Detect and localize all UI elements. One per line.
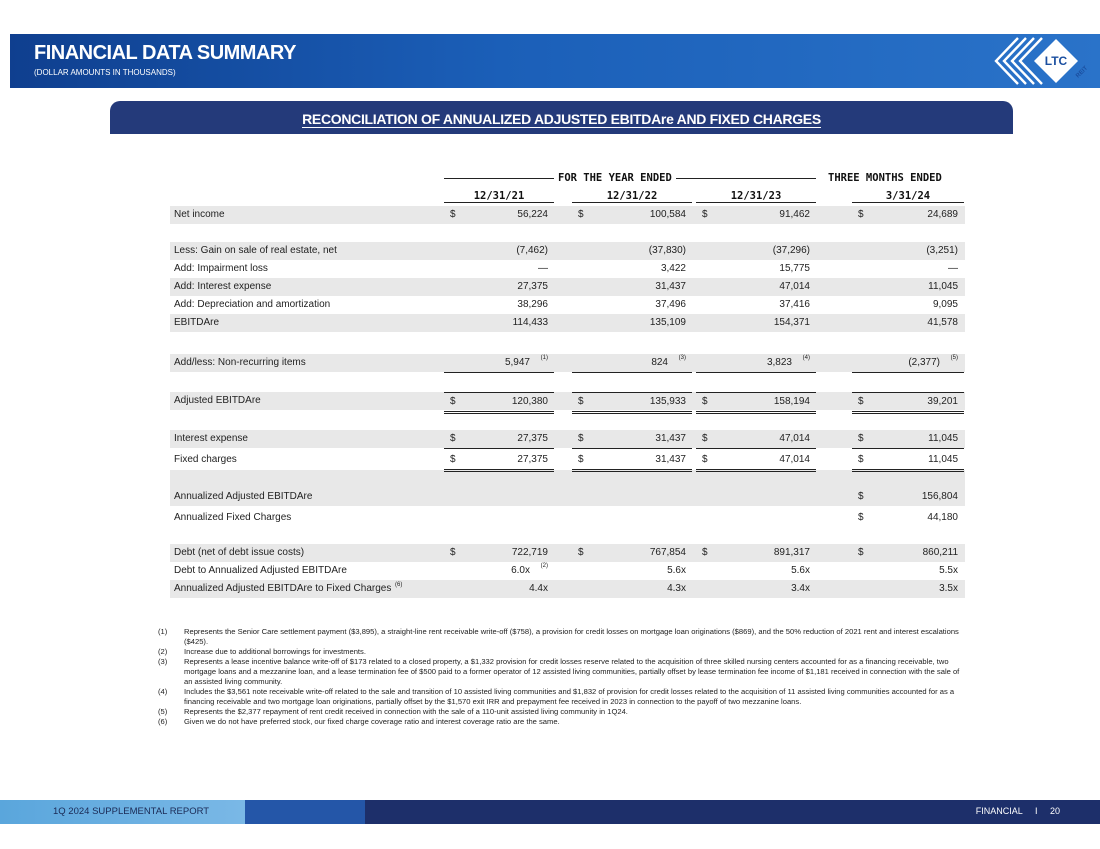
table-cell [852, 562, 964, 580]
column-header: 3/31/24 [852, 190, 964, 203]
cell-value: 135,109 [649, 317, 686, 328]
table-cell [444, 509, 554, 527]
cell-value: 3,422 [660, 263, 686, 274]
cell-value: 4.4x [529, 583, 548, 594]
table-cell [852, 544, 964, 562]
currency-symbol: $ [858, 396, 864, 407]
cell-value: 6.0x [511, 565, 530, 576]
table-cell [572, 278, 692, 296]
table-cell [444, 562, 554, 580]
page-number: 20 [1049, 806, 1060, 816]
cell-value: 41,578 [927, 317, 958, 328]
table-cell [696, 392, 816, 414]
cell-value: 5.5x [939, 565, 958, 576]
table-cell [852, 206, 964, 224]
cell-value: 11,045 [928, 454, 958, 465]
cell-value: 158,194 [773, 396, 810, 407]
table-row [170, 354, 965, 372]
currency-symbol: $ [702, 209, 708, 220]
separator: I [1034, 806, 1038, 816]
table-cell [852, 354, 964, 373]
cell-value: 3,823 [766, 357, 792, 368]
table-cell [696, 314, 816, 332]
header-banner [10, 34, 1100, 88]
cell-value: 11,045 [928, 433, 958, 444]
cell-value: 31,437 [655, 281, 686, 292]
currency-symbol: $ [450, 209, 456, 220]
currency-symbol: $ [578, 396, 584, 407]
currency-symbol: $ [858, 454, 864, 465]
table-row [170, 544, 965, 562]
table-cell [852, 580, 964, 598]
cell-value: 27,375 [517, 454, 548, 465]
group-rule-right [676, 178, 816, 179]
ltc-reit-logo [990, 34, 1100, 88]
cell-value: (7,462) [516, 245, 548, 256]
cell-value: 154,371 [773, 317, 810, 328]
currency-symbol: $ [450, 454, 456, 465]
cell-value: (37,296) [772, 245, 810, 256]
footnote: (5) Represents the $2,377 repayment of rent credit received in connection with the sale of a 110-unit assisted living community in 1Q24. [158, 707, 628, 716]
cell-value: 5.6x [791, 565, 810, 576]
table-cell [572, 296, 692, 315]
section-title: RECONCILIATION OF ANNUALIZED ADJUSTED EBITDAre AND FIXED CHARGES [302, 111, 821, 127]
row-label: Debt to Annualized Adjusted EBITDAre [174, 565, 347, 576]
cell-value: 135,933 [649, 396, 686, 407]
table-cell [572, 392, 692, 414]
table-row [170, 260, 965, 278]
table-cell [852, 509, 964, 527]
cell-value: 3.5x [939, 583, 958, 594]
cell-value: 4.3x [667, 583, 686, 594]
cell-value: (2,377) [908, 357, 940, 368]
cell-value: 31,437 [655, 433, 686, 444]
cell-value: (37,830) [648, 245, 686, 256]
cell-value: 27,375 [517, 281, 548, 292]
cell-value: 56,224 [517, 209, 548, 220]
table-cell [572, 509, 692, 527]
column-header: 12/31/23 [696, 190, 816, 203]
spacer-band [170, 410, 965, 428]
cell-value: 3.4x [791, 583, 810, 594]
section-title-bar [110, 101, 1013, 134]
table-cell [572, 206, 692, 224]
table-cell [572, 430, 692, 449]
cell-value: 11,045 [928, 281, 958, 292]
table-cell [696, 278, 816, 296]
table-cell [444, 392, 554, 414]
table-cell [444, 544, 554, 562]
currency-symbol: $ [578, 433, 584, 444]
footer-bar [0, 800, 1100, 824]
cell-value: 31,437 [655, 454, 686, 465]
currency-symbol: $ [858, 512, 864, 523]
footnote-marker: (5) [950, 355, 958, 361]
row-label: EBITDAre [174, 317, 220, 328]
table-row [170, 314, 965, 332]
cell-value: 156,804 [921, 491, 958, 502]
row-label: Annualized Fixed Charges [174, 512, 292, 523]
table-cell [572, 544, 692, 562]
cell-value: 891,317 [773, 547, 810, 558]
group-header-quarter: THREE MONTHS ENDED [828, 172, 942, 184]
table-cell [696, 430, 816, 449]
table-row [170, 206, 965, 224]
table-row [170, 509, 965, 527]
page-subtitle: (DOLLAR AMOUNTS IN THOUSANDS) [34, 68, 176, 77]
table-row [170, 278, 965, 296]
cell-value: — [948, 263, 958, 274]
footnote-marker: (3) [678, 355, 686, 361]
row-label: Fixed charges [174, 454, 237, 465]
cell-value: 767,854 [649, 547, 686, 558]
table-cell [444, 206, 554, 224]
cell-value: 824 [651, 357, 668, 368]
footnote-marker: (1) [540, 355, 548, 361]
cell-value: 5.6x [667, 565, 686, 576]
currency-symbol: $ [702, 396, 708, 407]
table-cell [444, 296, 554, 315]
table-cell [696, 260, 816, 278]
table-cell [696, 580, 816, 598]
column-header: 12/31/21 [444, 190, 554, 203]
cell-value: — [538, 263, 548, 274]
table-cell [852, 242, 964, 260]
table-cell [696, 509, 816, 527]
table-cell [444, 242, 554, 260]
footnote: (4) Includes the $3,561 note receivable write-off related to the sale and transition of 10 assisted living communities and $1,832 of provision for credit losses related to the acquisition of 11 assisted living communities accounted for as a financing receivable and two mortgage loan originations, partially offset by the $1,570 exit IRR and prepayment fee received in 2023 in connection to the payoff of two mezzanine loans. [158, 687, 955, 706]
table-cell [696, 562, 816, 580]
row-label: Add: Depreciation and amortization [174, 299, 331, 310]
row-label: Adjusted EBITDAre [174, 395, 261, 406]
table-cell [852, 488, 964, 506]
table-cell [852, 278, 964, 296]
table-cell [572, 488, 692, 506]
cell-value: 38,296 [517, 299, 548, 310]
table-row [170, 296, 965, 314]
currency-symbol: $ [858, 547, 864, 558]
currency-symbol: $ [702, 547, 708, 558]
table-cell [852, 451, 964, 472]
footnote: (6) Given we do not have preferred stock, our fixed charge coverage ratio and interest coverage ratio are the same. [158, 717, 560, 726]
currency-symbol: $ [858, 209, 864, 220]
table-cell [444, 260, 554, 278]
table-cell [444, 580, 554, 598]
footnote: (3) Represents a lease incentive balance write-off of $173 related to a closed property, a $1,332 provision for credit losses reserve related to the acquisition of three skilled nursing centers accounted for as a financing receivable, two mortgage loans and a mezzanine loan, and a lease termination fee of $500 paid to a former operator of 12 assisted living communities, partially offset by lease termination fee income of $1,181 received in connection with the sale of an assisted living community. [158, 657, 960, 686]
cell-value: 91,462 [779, 209, 810, 220]
cell-value: (3,251) [926, 245, 958, 256]
table-cell [444, 430, 554, 449]
currency-symbol: $ [450, 433, 456, 444]
cell-value: 9,095 [932, 299, 958, 310]
cell-value: 100,584 [649, 209, 686, 220]
group-rule-left [444, 178, 554, 179]
footnotes [158, 627, 966, 727]
cell-value: 44,180 [927, 512, 958, 523]
table-cell [444, 278, 554, 296]
footnote-marker: (4) [802, 355, 810, 361]
row-label-footnote: (6) [395, 582, 403, 588]
table-cell [852, 260, 964, 278]
row-label: Less: Gain on sale of real estate, net [174, 245, 337, 256]
table-cell [572, 451, 692, 472]
table-row [170, 488, 965, 506]
row-label: Add: Interest expense [174, 281, 272, 292]
currency-symbol: $ [578, 547, 584, 558]
cell-value: 722,719 [511, 547, 548, 558]
currency-symbol: $ [450, 547, 456, 558]
cell-value: 15,775 [779, 263, 810, 274]
row-label: Net income [174, 209, 225, 220]
cell-value: 47,014 [779, 454, 810, 465]
table-row [170, 392, 965, 410]
row-label: Interest expense [174, 433, 248, 444]
cell-value: 120,380 [511, 396, 548, 407]
cell-value: 37,496 [655, 299, 686, 310]
row-label: Annualized Adjusted EBITDAre to Fixed Charges [174, 583, 392, 594]
page-title: FINANCIAL DATA SUMMARY [34, 42, 296, 64]
table-row [170, 580, 965, 598]
table-row [170, 430, 965, 448]
footer-accent-mid [245, 800, 365, 824]
table-cell [444, 488, 554, 506]
page-info [976, 806, 1060, 816]
table-cell [852, 392, 964, 414]
report-name: 1Q 2024 SUPPLEMENTAL REPORT [53, 806, 210, 817]
column-header: 12/31/22 [572, 190, 692, 203]
footnote: (1) Represents the Senior Care settlement payment ($3,895), a straight-line rent receivable write-off ($758), a provision for credit losses on mortgage loan originations ($869), and the 50% reduction of 2021 rent and interest escalations ($425). [158, 627, 959, 646]
logo-text: LTC [1044, 54, 1068, 68]
logo-subtext: REIT [1075, 65, 1090, 80]
table-cell [852, 296, 964, 315]
table-cell [852, 314, 964, 332]
spacer-band [170, 470, 965, 488]
table-row [170, 451, 965, 469]
footnote: (2) Increase due to additional borrowings for investments. [158, 647, 366, 656]
table-cell [696, 296, 816, 315]
cell-value: 114,433 [512, 317, 548, 328]
spacer-band [170, 224, 965, 242]
currency-symbol: $ [702, 433, 708, 444]
cell-value: 39,201 [927, 396, 958, 407]
table-cell [572, 580, 692, 598]
currency-symbol: $ [578, 209, 584, 220]
table-cell [696, 206, 816, 224]
table-cell [696, 354, 816, 373]
row-label: Add: Impairment loss [174, 263, 268, 274]
table-cell [572, 354, 692, 373]
table-cell [444, 354, 554, 373]
table-cell [696, 544, 816, 562]
table-cell [852, 430, 964, 449]
table-row [170, 562, 965, 580]
table-cell [572, 260, 692, 278]
cell-value: 24,689 [927, 209, 958, 220]
currency-symbol: $ [450, 396, 456, 407]
table-row [170, 242, 965, 260]
footnote-marker: (2) [540, 563, 548, 569]
spacer-band [170, 526, 965, 544]
currency-symbol: $ [858, 433, 864, 444]
table-cell [444, 451, 554, 472]
cell-value: 37,416 [779, 299, 810, 310]
currency-symbol: $ [858, 491, 864, 502]
currency-symbol: $ [702, 454, 708, 465]
table-cell [696, 451, 816, 472]
table-cell [572, 242, 692, 260]
cell-value: 47,014 [779, 281, 810, 292]
cell-value: 27,375 [517, 433, 548, 444]
table-cell [444, 314, 554, 332]
table-cell [696, 242, 816, 260]
table-cell [572, 562, 692, 580]
cell-value: 5,947 [504, 357, 530, 368]
spacer-band [170, 372, 965, 390]
currency-symbol: $ [578, 454, 584, 465]
group-header-year: FOR THE YEAR ENDED [558, 172, 672, 184]
cell-value: 47,014 [779, 433, 810, 444]
cell-value: 860,211 [922, 547, 958, 558]
table-cell [572, 314, 692, 332]
spacer-band [170, 332, 965, 350]
section-name: FINANCIAL [975, 806, 1023, 816]
row-label: Add/less: Non-recurring items [174, 357, 306, 368]
row-label: Annualized Adjusted EBITDAre [174, 491, 313, 502]
table-cell [696, 488, 816, 506]
row-label: Debt (net of debt issue costs) [174, 547, 305, 558]
